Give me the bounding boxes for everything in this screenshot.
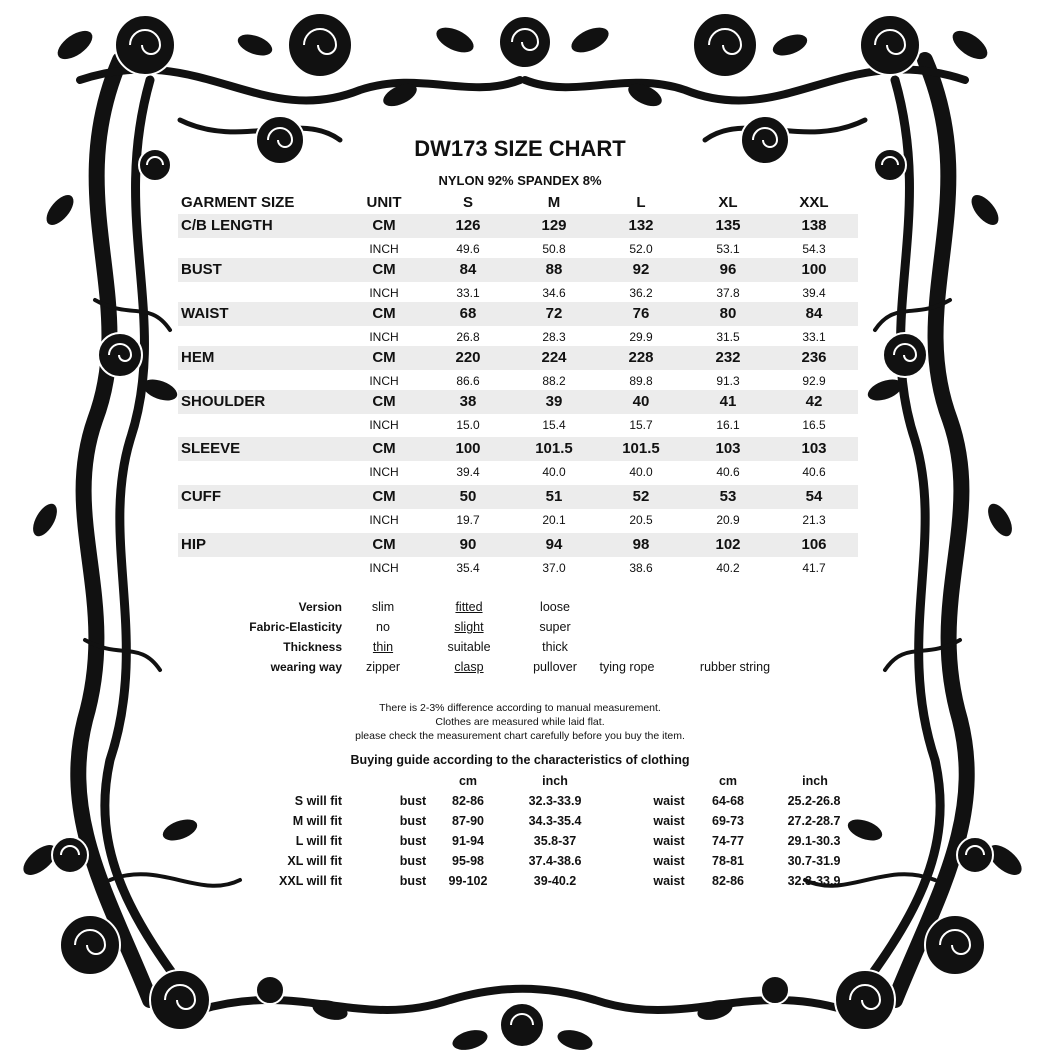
c-b-length-xxl-inch: 54.3	[802, 242, 826, 256]
sleeve-s-cm: 100	[455, 440, 481, 457]
attribute-option-thickness: suitable	[447, 640, 491, 654]
measure-label-waist: WAIST	[181, 305, 229, 322]
hem-xl-inch: 91.3	[716, 374, 740, 388]
attribute-option-thickness-selected: thin	[372, 640, 394, 654]
cuff-m-inch: 20.1	[542, 513, 566, 527]
guide-bust-label: bust	[399, 814, 427, 828]
guide-waist-cm: 64-68	[712, 794, 744, 808]
guide-bust-label: bust	[399, 834, 427, 848]
bust-xxl-cm: 100	[801, 261, 827, 278]
shoulder-xxl-cm: 42	[805, 393, 823, 410]
bust-m-inch: 34.6	[542, 286, 566, 300]
sleeve-l-cm: 101.5	[622, 440, 660, 457]
cuff-s-cm: 50	[459, 488, 477, 505]
unit-inch: INCH	[369, 561, 399, 575]
waist-l-cm: 76	[632, 305, 650, 322]
attribute-option-version: loose	[540, 600, 570, 614]
waist-xxl-cm: 84	[805, 305, 823, 322]
hem-s-cm: 220	[455, 349, 481, 366]
shoulder-l-inch: 15.7	[629, 418, 653, 432]
hip-s-cm: 90	[459, 536, 477, 553]
sleeve-xl-cm: 103	[715, 440, 741, 457]
guide-fit-label: XL will fit	[287, 854, 342, 868]
attribute-label-fabric-elasticity: Fabric-Elasticity	[249, 620, 342, 634]
guide-bust-inch: 32.3-33.9	[528, 794, 582, 808]
hip-m-cm: 94	[545, 536, 563, 553]
bust-l-inch: 36.2	[629, 286, 653, 300]
header-garment-size: GARMENT SIZE	[181, 194, 295, 211]
shoulder-xxl-inch: 16.5	[802, 418, 826, 432]
hem-m-inch: 88.2	[542, 374, 566, 388]
attribute-label-thickness: Thickness	[283, 640, 342, 654]
material-composition: NYLON 92% SPANDEX 8%	[438, 173, 602, 188]
unit-cm: CM	[372, 305, 396, 322]
shoulder-m-cm: 39	[545, 393, 563, 410]
shoulder-m-inch: 15.4	[542, 418, 566, 432]
waist-m-cm: 72	[545, 305, 563, 322]
unit-inch: INCH	[369, 513, 399, 527]
header-size-xl: XL	[718, 194, 738, 211]
waist-xl-cm: 80	[719, 305, 737, 322]
sleeve-xl-inch: 40.6	[716, 465, 740, 479]
shoulder-s-inch: 15.0	[456, 418, 480, 432]
attribute-option-fabric-elasticity: no	[376, 620, 390, 634]
unit-cm: CM	[372, 488, 396, 505]
c-b-length-xl-cm: 135	[715, 217, 741, 234]
hem-s-inch: 86.6	[456, 374, 480, 388]
unit-inch: INCH	[369, 242, 399, 256]
cuff-m-cm: 51	[545, 488, 563, 505]
guide-waist-label: waist	[653, 874, 685, 888]
hem-xl-cm: 232	[715, 349, 741, 366]
guide-waist-inch: 27.2-28.7	[787, 814, 841, 828]
measure-label-cuff: CUFF	[181, 488, 221, 505]
c-b-length-xl-inch: 53.1	[716, 242, 740, 256]
measure-label-hem: HEM	[181, 349, 215, 366]
unit-inch: INCH	[369, 330, 399, 344]
guide-bust-cm: 87-90	[452, 814, 484, 828]
cuff-xl-cm: 53	[719, 488, 737, 505]
bust-l-cm: 92	[632, 261, 650, 278]
waist-xxl-inch: 33.1	[802, 330, 826, 344]
guide-waist-cm: 74-77	[712, 834, 744, 848]
attribute-option-wearing-way-selected: clasp	[454, 660, 484, 674]
guide-bust-inch: 34.3-35.4	[528, 814, 582, 828]
guide-bust-cm: 95-98	[452, 854, 484, 868]
unit-cm: CM	[372, 393, 396, 410]
c-b-length-xxl-cm: 138	[801, 217, 827, 234]
waist-s-inch: 26.8	[456, 330, 480, 344]
header-size-l: L	[636, 194, 646, 211]
sleeve-m-inch: 40.0	[542, 465, 566, 479]
note-check-chart: please check the measurement chart carefully before you buy the item.	[355, 730, 685, 742]
page-title: DW173 SIZE CHART	[414, 136, 626, 161]
waist-l-inch: 29.9	[629, 330, 653, 344]
sleeve-l-inch: 40.0	[629, 465, 653, 479]
guide-fit-label: M will fit	[292, 814, 342, 828]
unit-cm: CM	[372, 217, 396, 234]
note-laid-flat: Clothes are measured while laid flat.	[435, 716, 605, 728]
hem-xxl-inch: 92.9	[802, 374, 826, 388]
c-b-length-m-cm: 129	[541, 217, 567, 234]
guide-header-waist-inch: inch	[802, 774, 828, 788]
guide-bust-inch: 35.8-37	[533, 834, 577, 848]
measure-label-hip: HIP	[181, 536, 207, 553]
hip-xl-cm: 102	[715, 536, 741, 553]
hem-m-cm: 224	[541, 349, 567, 366]
unit-cm: CM	[372, 440, 396, 457]
guide-bust-cm: 91-94	[452, 834, 484, 848]
guide-waist-inch: 29.1-30.3	[787, 834, 841, 848]
measure-label-c-b-length: C/B LENGTH	[181, 217, 273, 234]
measure-label-sleeve: SLEEVE	[181, 440, 241, 457]
bust-s-cm: 84	[459, 261, 477, 278]
guide-bust-label: bust	[399, 874, 427, 888]
bust-xxl-inch: 39.4	[802, 286, 826, 300]
shoulder-s-cm: 38	[459, 393, 477, 410]
hip-l-cm: 98	[632, 536, 650, 553]
attribute-option-fabric-elasticity: super	[539, 620, 571, 634]
hip-l-inch: 38.6	[629, 561, 653, 575]
guide-waist-inch: 30.7-31.9	[787, 854, 841, 868]
hip-xxl-inch: 41.7	[802, 561, 826, 575]
guide-header-bust-cm: cm	[458, 774, 478, 788]
guide-bust-label: bust	[399, 854, 427, 868]
note-measurement-difference: There is 2-3% difference according to manual measurement.	[379, 702, 661, 714]
guide-waist-inch: 25.2-26.8	[787, 794, 841, 808]
attribute-option-wearing-way: rubber string	[699, 660, 771, 674]
attribute-label-version: Version	[298, 600, 342, 614]
unit-inch: INCH	[369, 418, 399, 432]
guide-bust-cm: 82-86	[452, 794, 484, 808]
unit-cm: CM	[372, 261, 396, 278]
c-b-length-s-inch: 49.6	[456, 242, 480, 256]
hem-l-cm: 228	[628, 349, 654, 366]
attribute-option-wearing-way: pullover	[533, 660, 577, 674]
guide-waist-cm: 82-86	[712, 874, 744, 888]
cuff-xxl-inch: 21.3	[802, 513, 826, 527]
waist-xl-inch: 31.5	[716, 330, 740, 344]
attribute-option-fabric-elasticity-selected: slight	[454, 620, 484, 634]
guide-waist-cm: 78-81	[712, 854, 744, 868]
unit-cm: CM	[372, 349, 396, 366]
hip-xl-inch: 40.2	[716, 561, 740, 575]
c-b-length-s-cm: 126	[455, 217, 481, 234]
attribute-option-wearing-way: tying rope	[599, 660, 655, 674]
cuff-l-inch: 20.5	[629, 513, 653, 527]
sleeve-m-cm: 101.5	[535, 440, 573, 457]
guide-waist-label: waist	[653, 794, 685, 808]
sleeve-s-inch: 39.4	[456, 465, 480, 479]
guide-fit-label: S will fit	[294, 794, 342, 808]
header-size-m: M	[547, 194, 561, 211]
hip-xxl-cm: 106	[801, 536, 827, 553]
header-size-xxl: XXL	[799, 194, 829, 211]
unit-inch: INCH	[369, 286, 399, 300]
attribute-label-wearing-way: wearing way	[270, 660, 342, 674]
waist-m-inch: 28.3	[542, 330, 566, 344]
attribute-option-wearing-way: zipper	[365, 660, 401, 674]
hip-s-inch: 35.4	[456, 561, 480, 575]
sleeve-xxl-inch: 40.6	[802, 465, 826, 479]
shoulder-xl-cm: 41	[719, 393, 737, 410]
sleeve-xxl-cm: 103	[801, 440, 827, 457]
cuff-xl-inch: 20.9	[716, 513, 740, 527]
guide-header-waist-cm: cm	[718, 774, 738, 788]
bust-xl-inch: 37.8	[716, 286, 740, 300]
header-unit: UNIT	[366, 194, 402, 211]
guide-bust-cm: 99-102	[448, 874, 488, 888]
hem-l-inch: 89.8	[629, 374, 653, 388]
guide-bust-inch: 37.4-38.6	[528, 854, 582, 868]
hip-m-inch: 37.0	[542, 561, 566, 575]
bust-s-inch: 33.1	[456, 286, 480, 300]
c-b-length-m-inch: 50.8	[542, 242, 566, 256]
shoulder-l-cm: 40	[632, 393, 650, 410]
unit-cm: CM	[372, 536, 396, 553]
cuff-l-cm: 52	[632, 488, 650, 505]
buying-guide-title: Buying guide according to the characteristics of clothing	[350, 753, 690, 767]
unit-inch: INCH	[369, 465, 399, 479]
cuff-xxl-cm: 54	[805, 488, 823, 505]
guide-waist-cm: 69-73	[712, 814, 744, 828]
bust-xl-cm: 96	[719, 261, 737, 278]
header-size-s: S	[462, 194, 473, 211]
attribute-option-thickness: thick	[542, 640, 568, 654]
guide-waist-label: waist	[653, 834, 685, 848]
guide-waist-inch: 32.3-33.9	[787, 874, 841, 888]
measure-label-bust: BUST	[181, 261, 222, 278]
c-b-length-l-inch: 52.0	[629, 242, 653, 256]
guide-waist-label: waist	[653, 814, 685, 828]
attribute-option-version: slim	[371, 600, 395, 614]
guide-waist-label: waist	[653, 854, 685, 868]
waist-s-cm: 68	[459, 305, 477, 322]
unit-inch: INCH	[369, 374, 399, 388]
hem-xxl-cm: 236	[801, 349, 827, 366]
shoulder-xl-inch: 16.1	[716, 418, 740, 432]
guide-bust-label: bust	[399, 794, 427, 808]
guide-fit-label: L will fit	[295, 834, 342, 848]
bust-m-cm: 88	[545, 261, 563, 278]
guide-bust-inch: 39-40.2	[533, 874, 577, 888]
measure-label-shoulder: SHOULDER	[181, 393, 266, 410]
guide-header-bust-inch: inch	[542, 774, 568, 788]
guide-fit-label: XXL will fit	[279, 874, 342, 888]
c-b-length-l-cm: 132	[628, 217, 654, 234]
attribute-option-version-selected: fitted	[455, 600, 483, 614]
cuff-s-inch: 19.7	[456, 513, 480, 527]
